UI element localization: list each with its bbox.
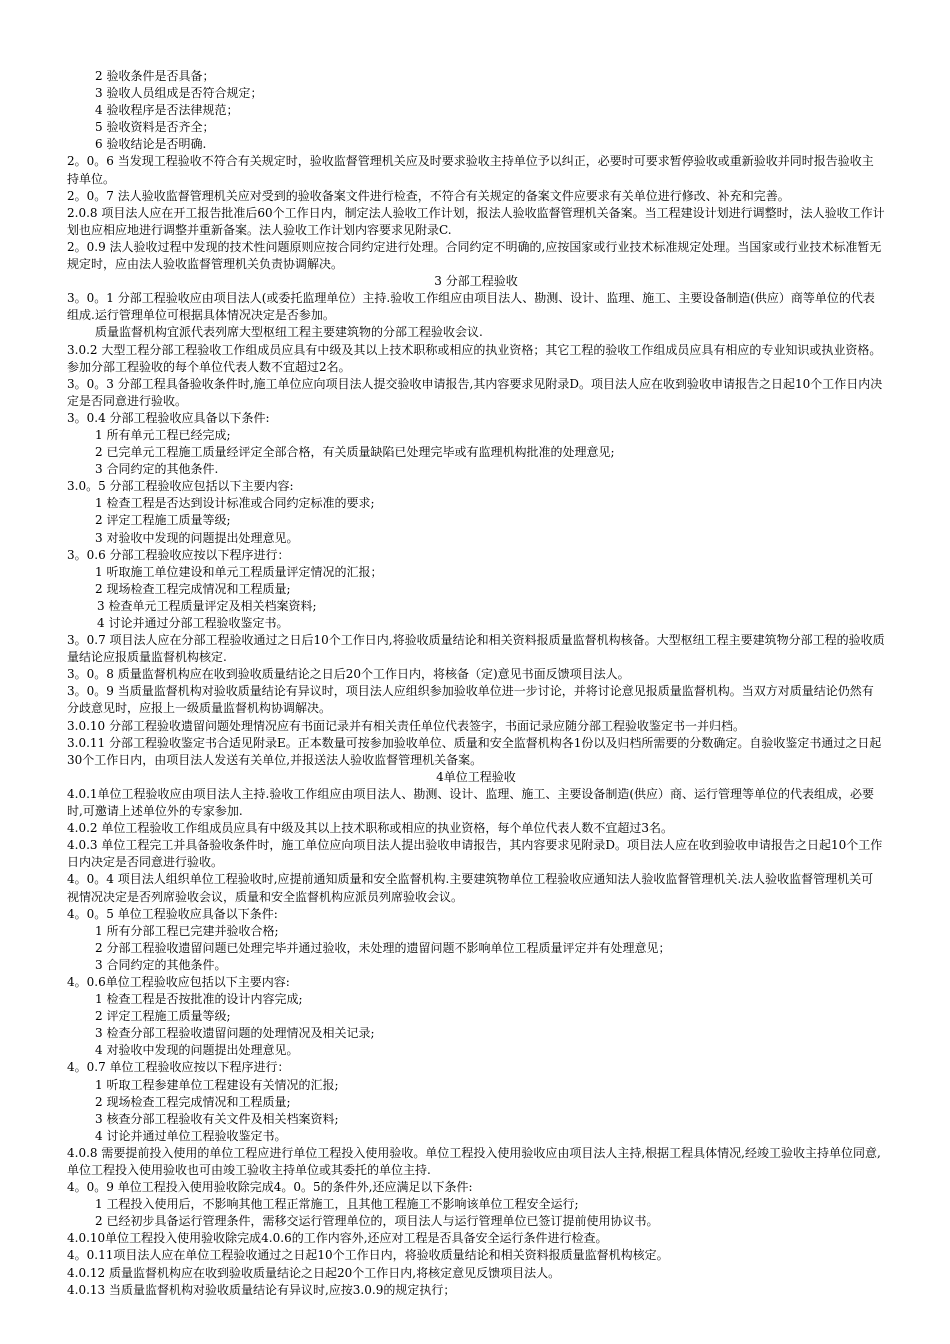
paragraph: 4 对验收中发现的问题提出处理意见。 [95,1043,299,1058]
paragraph: 3。0。8 质量监督机构应在收到验收质量结论之日后20个工作日内，将核备（定)意见书面反馈项目法人。 [67,667,630,682]
paragraph: 1 检查工程是否按批准的设计内容完成; [95,992,303,1007]
paragraph: 2 现场检查工程完成情况和工程质量; [95,581,291,596]
paragraph: 3.0.10 分部工程验收遗留问题处理情况应有书面记录并有相关责任单位代表签字，书面记录应随分部工程验收鉴定书一并归档。 [67,718,745,733]
paragraph: 2 评定工程施工质量等级; [95,1009,231,1024]
paragraph: 2。0。7 法人验收监督管理机关应对受到的验收备案文件进行检查，不符合有关规定的备案文件应要求有关单位进行修改、补充和完善。 [67,188,790,203]
paragraph: 2 评定工程施工质量等级; [95,513,231,528]
paragraph: 1 听取工程参建单位工程建设有关情况的汇报; [95,1077,339,1092]
paragraph: 2 现场检查工程完成情况和工程质量; [95,1094,291,1109]
paragraph: 1 工程投入使用后，不影响其他工程正常施工，且其他工程施工不影响该单位工程安全运行; [95,1197,579,1212]
section-heading: 4单位工程验收 [436,769,516,784]
paragraph: 2 验收条件是否具备； [95,69,215,83]
paragraph: 3。0.6 分部工程验收应按以下程序进行： [67,547,290,562]
paragraph: 3.0.2 大型工程分部工程验收工作组成员应具有中级及其以上技术职称或相应的执业资格；其它工程的验收工作组成员应具有相应的专业知识或执业资格。参加分部工程验收的每个单位代表人数不宜超过2名。 [67,342,882,374]
paragraph: 3 对验收中发现的问题提出处理意见。 [95,530,299,545]
paragraph: 4。0。5 单位工程验收应具备以下条件: [67,906,278,921]
paragraph: 2.0.8 项目法人应在开工报告批准后60个工作日内，制定法人验收工作计划，报法人验收监督管理机关备案。当工程建设计划进行调整时，法人验收工作计划也应相应地进行调整并重新备案。法人验收工作计划内容要求见附录C. [67,205,885,237]
paragraph: 1 听取施工单位建设和单元工程质量评定情况的汇报； [95,564,383,579]
paragraph: 4 讨论并通过分部工程验收鉴定书。 [97,616,289,630]
paragraph: 5 验收资料是否齐全； [95,120,215,135]
paragraph: 6 验收结论是否明确. [95,137,207,152]
paragraph: 3 检查单元工程质量评定及相关档案资料; [97,598,317,613]
paragraph: 3.0.11 分部工程验收鉴定书合适见附录E。正本数量可按参加验收单位、质量和安全监督机构各1份以及归档所需要的分数确定。自验收鉴定书通过之日起30个工作日内，由项目法人发送有关单位,并报送法人验收监督管理机关备案。 [67,735,882,767]
paragraph: 4.0.2 单位工程验收工作组成员应具有中级及其以上技术职称或相应的执业资格，每个单位代表人数不宜超过3名。 [67,821,673,836]
paragraph: 3。0。9 当质量监督机构对验收质量结论有异议时，项目法人应组织参加验收单位进一步讨论，并将讨论意见报质量监督机构。当双方对质量结论仍然有分歧意见时，应报上一级质量监督机构协调解决。 [67,684,874,716]
paragraph: 3。0。3 分部工程具备验收条件时,施工单位应向项目法人提交验收申请报告,其内容要求见附录D。项目法人应在收到验收申请报告之日起10个工作日内决定是否同意进行验收。 [67,376,883,408]
paragraph: 4.0.8 需要提前投入使用的单位工程应进行单位工程投入使用验收。单位工程投入使用验收应由项目法人主持,根据工程具体情况,经竣工验收主持单位同意,单位工程投入使用验收也可由竣工验收主持单位或其委托的单位主持. [67,1145,881,1177]
paragraph: 1 检查工程是否达到设计标准或合同约定标准的要求; [95,496,375,511]
paragraph: 3 合同约定的其他条件. [95,462,219,477]
paragraph: 4。0。4 项目法人组织单位工程验收时,应提前通知质量和安全监督机构.主要建筑物单位工程验收应通知法人验收监督管理机关.法人验收监督管理机关可视情况决定是否列席验收会议，质量和安全监督机构应派员列席验收会议。 [67,872,874,904]
paragraph: 4。0.7 单位工程验收应按以下程序进行： [67,1060,290,1075]
paragraph: 1 所有分部工程已完建并验收合格; [95,923,279,938]
paragraph: 2。0。6 当发现工程验收不符合有关规定时，验收监督管理机关应及时要求验收主持单位予以纠正，必要时可要求暂停验收或重新验收并同时报告验收主持单位。 [67,154,874,186]
paragraph: 4.0.3 单位工程完工并具备验收条件时，施工单位应向项目法人提出验收申请报告，其内容要求见附录D。项目法人应在收到验收申请报告之日起10个工作日内决定是否同意进行验收。 [67,838,883,870]
paragraph: 4。0.11项目法人应在单位工程验收通过之日起10个工作日内，将验收质量结论和相关资料报质量监督机构核定。 [67,1248,669,1263]
document-body [67,68,885,1299]
paragraph: 4。0。9 单位工程投入使用验收除完成4。0。5的条件外,还应满足以下条件: [67,1180,473,1195]
paragraph: 2 已经初步具备运行管理条件，需移交运行管理单位的，项目法人与运行管理单位已签订提前使用协议书。 [95,1214,659,1229]
paragraph: 3.0。5 分部工程验收应包括以下主要内容: [67,479,294,494]
paragraph: 4.0.13 当质量监督机构对验收质量结论有异议时,应按3.0.9的规定执行； [67,1282,456,1297]
paragraph: 4。0.6单位工程验收应包括以下主要内容: [67,974,290,989]
paragraph: 3 检查分部工程验收遗留问题的处理情况及相关记录; [95,1026,375,1041]
paragraph: 4.0.1单位工程验收应由项目法人主持.验收工作组应由项目法人、勘测、设计、监理、施工、主要设备制造(供应）商、运行管理等单位的代表组成，必要时,可邀请上述单位外的专家参加. [67,786,875,819]
paragraph: 3。0.4 分部工程验收应具备以下条件: [67,410,270,425]
paragraph: 4.0.12 质量监督机构应在收到验收质量结论之日起20个工作日内,将核定意见反馈项目法人。 [67,1265,561,1280]
paragraph: 3 合同约定的其他条件。 [95,957,227,972]
paragraph: 4 验收程序是否法律规范； [95,103,239,118]
section-heading: 3 分部工程验收 [434,274,518,289]
paragraph: 4 讨论并通过单位工程验收鉴定书。 [95,1128,287,1143]
paragraph: 1 所有单元工程已经完成; [95,427,231,442]
paragraph: 3。0.7 项目法人应在分部工程验收通过之日后10个工作日内,将验收质量结论和相关资料报质量监督机构核备。大型枢纽工程主要建筑物分部工程的验收质量结论应报质量监督机构核定. [67,633,885,665]
paragraph: 2 分部工程验收遗留问题已处理完毕并通过验收，未处理的遗留问题不影响单位工程质量评定并有处理意见； [95,940,671,955]
paragraph: 2。0.9 法人验收过程中发现的技术性问题原则应按合同约定进行处理。合同约定不明确的,应按国家或行业技术标准规定处理。当国家或行业技术标准暂无规定时，应由法人验收监督管理机关负责协调解决。 [67,239,882,272]
paragraph: 3 验收人员组成是否符合规定； [95,86,263,101]
paragraph: 2 已完单元工程施工质量经评定全部合格，有关质量缺陷已处理完毕或有监理机构批准的处理意见; [95,445,615,460]
paragraph: 3。0。1 分部工程验收应由项目法人(或委托监理单位）主持.验收工作组应由项目法人、勘测、设计、监理、施工、主要设备制造(供应）商等单位的代表组成.运行管理单位可根据具体情况决定是否参加。 [67,291,875,323]
paragraph: 3 核查分部工程验收有关文件及相关档案资料; [95,1111,339,1126]
paragraph: 4.0.10单位工程投入使用验收除完成4.0.6的工作内容外,还应对工程是否具备安全运行条件进行检查。 [67,1231,608,1246]
paragraph: 质量监督机构宜派代表列席大型枢纽工程主要建筑物的分部工程验收会议. [95,325,483,340]
